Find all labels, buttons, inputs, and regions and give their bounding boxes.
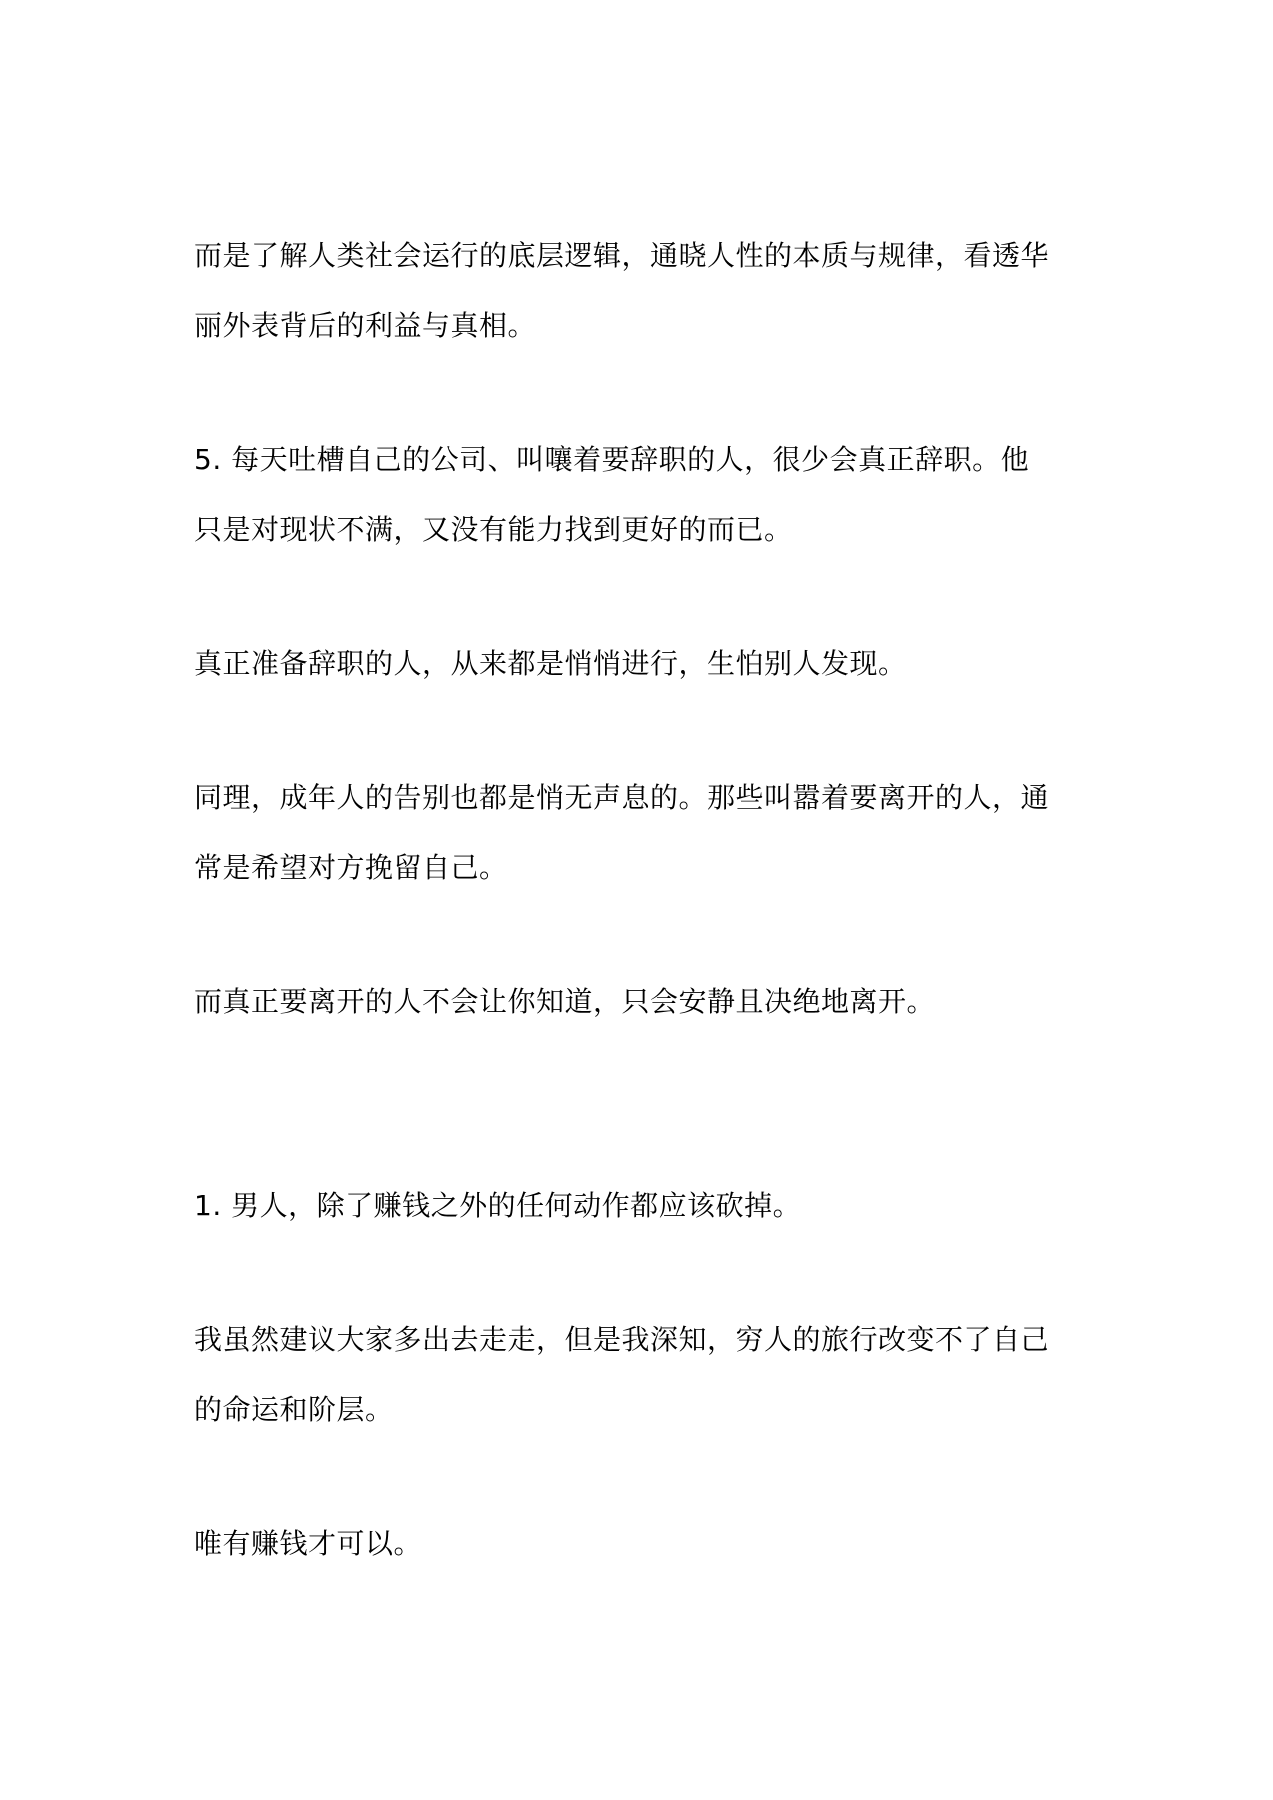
text-line: 5. 每天吐槽自己的公司、叫嚷着要辞职的人，很少会真正辞职。他 bbox=[194, 443, 1030, 476]
text-line: 而真正要离开的人不会让你知道，只会安静且决绝地离开。 bbox=[194, 985, 936, 1018]
text-line: 真正准备辞职的人，从来都是悄悄进行，生怕别人发现。 bbox=[194, 647, 907, 680]
text-line: 1. 男人，除了赚钱之外的任何动作都应该砍掉。 bbox=[194, 1189, 802, 1222]
text-line: 唯有赚钱才可以。 bbox=[194, 1527, 423, 1560]
text-line: 的命运和阶层。 bbox=[194, 1393, 394, 1426]
text-line: 丽外表背后的利益与真相。 bbox=[194, 309, 537, 342]
text-line: 只是对现状不满，又没有能力找到更好的而已。 bbox=[194, 513, 793, 546]
text-line: 同理，成年人的告别也都是悄无声息的。那些叫嚣着要离开的人，通 bbox=[194, 781, 1050, 814]
text-line: 常是希望对方挽留自己。 bbox=[194, 851, 508, 884]
text-line: 我虽然建议大家多出去走走，但是我深知，穷人的旅行改变不了自己 bbox=[194, 1323, 1050, 1356]
text-line: 而是了解人类社会运行的底层逻辑，通晓人性的本质与规律，看透华 bbox=[194, 239, 1050, 272]
